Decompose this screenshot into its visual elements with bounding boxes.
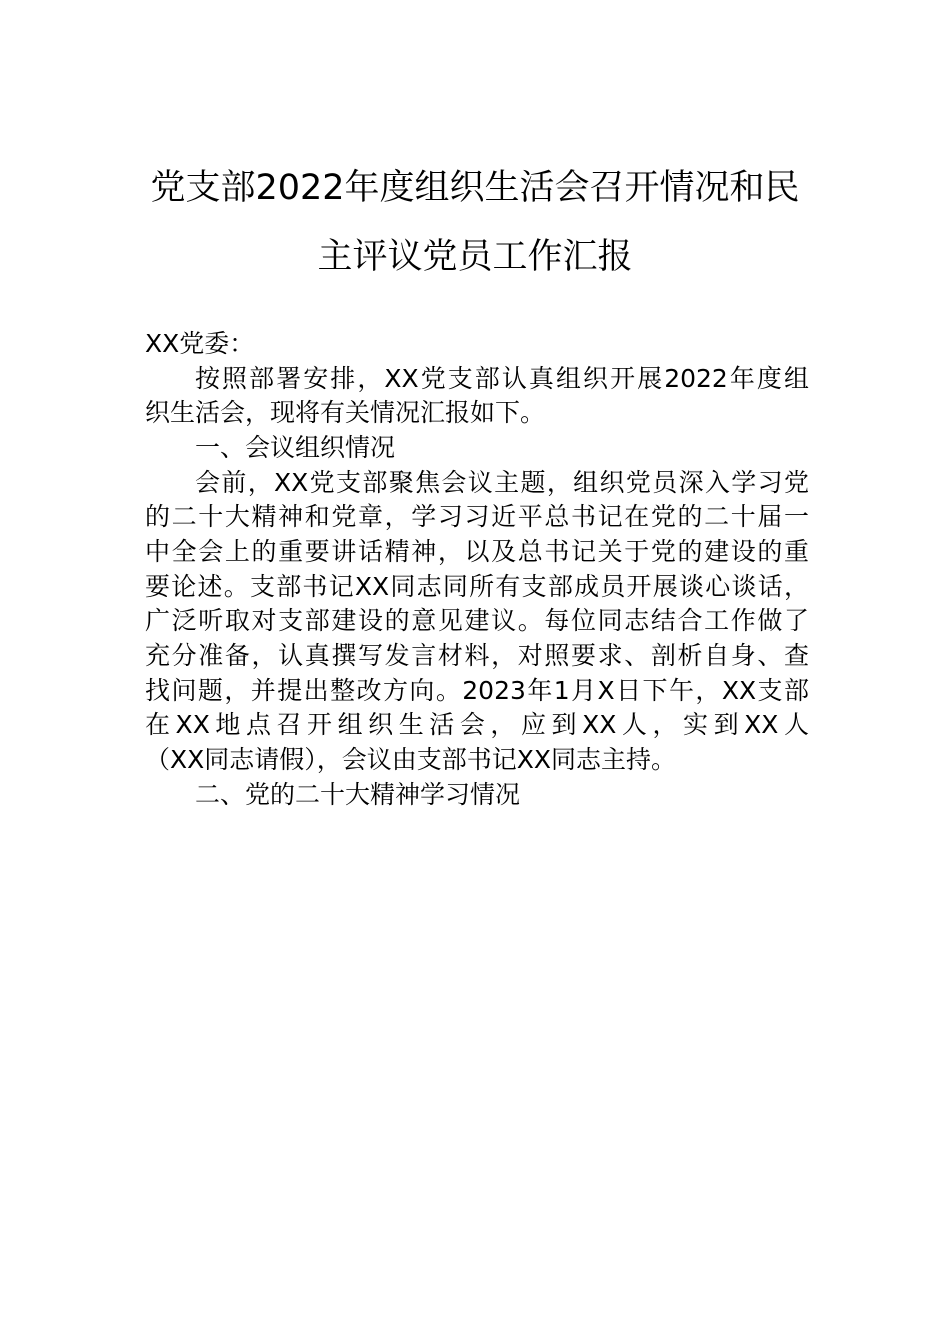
section-heading: 一、会议组织情况 — [195, 433, 396, 462]
paragraph-line: 按照部署安排，XX党支部认真组织开展2022年度组 — [195, 364, 809, 393]
paragraph-line: 中全会上的重要讲话精神，以及总书记关于党的建设的重 — [145, 537, 809, 566]
paragraph-line: 在XX地点召开组织生活会，应到XX人，实到XX人 — [145, 710, 809, 739]
paragraph-line: 的二十大精神和党章，学习习近平总书记在党的二十届一 — [145, 502, 809, 531]
paragraph-line: 要论述。支部书记XX同志同所有支部成员开展谈心谈话， — [145, 572, 809, 601]
paragraph-line: 会前，XX党支部聚焦会议主题，组织党员深入学习党 — [195, 468, 809, 497]
paragraph-line: 找问题，并提出整改方向。2023年1月X日下午，XX支部 — [145, 676, 809, 705]
document-title-line-2: 主评议党员工作汇报 — [317, 237, 633, 277]
paragraph-line: 充分准备，认真撰写发言材料，对照要求、剖析自身、查 — [145, 641, 809, 670]
paragraph-line: 广泛听取对支部建设的意见建议。每位同志结合工作做了 — [145, 606, 809, 635]
document-title-line-1: 党支部2022年度组织生活会召开情况和民 — [150, 168, 800, 208]
section-heading: 二、党的二十大精神学习情况 — [195, 780, 521, 809]
paragraph-line: （XX同志请假），会议由支部书记XX同志主持。 — [145, 745, 677, 774]
salutation: XX党委： — [145, 329, 255, 358]
paragraph-line: 织生活会，现将有关情况汇报如下。 — [145, 398, 546, 427]
